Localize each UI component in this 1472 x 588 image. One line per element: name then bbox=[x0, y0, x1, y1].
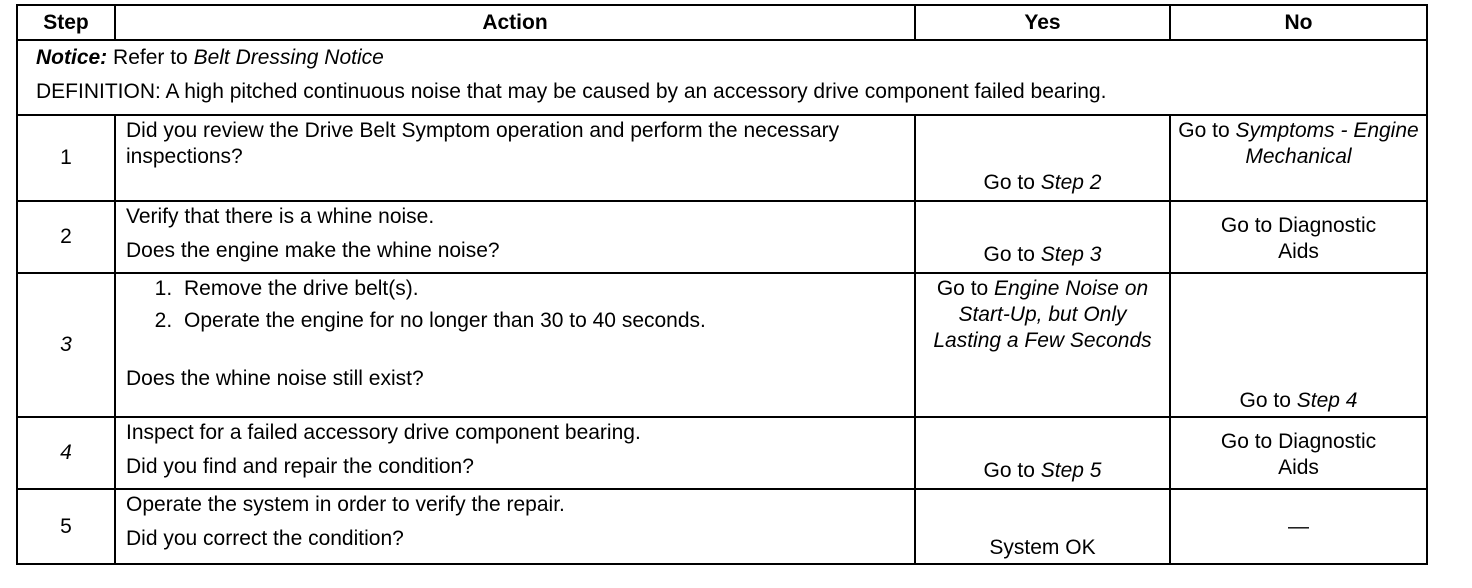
yes-prefix: Go to bbox=[936, 277, 995, 300]
yes-ref: Engine Noise on Start-Up, but Only Lasting a Few Seconds bbox=[933, 277, 1152, 352]
notice-cell bbox=[17, 40, 1427, 115]
header-action: Action bbox=[115, 5, 915, 40]
header-yes: Yes bbox=[915, 5, 1170, 40]
table-row bbox=[17, 489, 1427, 564]
notice-label: Notice: bbox=[36, 46, 108, 69]
table-row bbox=[17, 201, 1427, 273]
notice-row bbox=[17, 40, 1427, 115]
action-cell bbox=[115, 115, 915, 201]
step-number: 2 bbox=[17, 201, 115, 273]
yes-prefix: Go to bbox=[983, 459, 1041, 482]
step-number: 1 bbox=[17, 115, 115, 201]
action-text: Inspect for a failed accessory drive component bearing. bbox=[126, 421, 641, 444]
action-text: Verify that there is a whine noise. bbox=[126, 205, 435, 228]
yes-text bbox=[928, 276, 1157, 354]
no-ref: Step 4 bbox=[1296, 389, 1358, 412]
yes-prefix: Go to bbox=[983, 171, 1041, 194]
action-text: Did you review the Drive Belt Symptom operation and perform the necessary inspections? bbox=[126, 119, 840, 168]
notice-ref: Belt Dressing Notice bbox=[193, 46, 384, 69]
step-number: 4 bbox=[17, 417, 115, 489]
yes-text bbox=[916, 242, 1169, 272]
no-text: Go to Diagnostic Aids bbox=[1220, 430, 1377, 479]
yes-cell bbox=[915, 201, 1170, 273]
yes-prefix: Go to bbox=[983, 243, 1041, 266]
action-text: Operate the system in order to verify the repair. bbox=[126, 493, 565, 516]
definition-text: DEFINITION: A high pitched continuous noise that may be caused by an accessory drive component failed bearing. bbox=[36, 80, 1107, 103]
no-cell bbox=[1170, 417, 1427, 489]
yes-text bbox=[916, 170, 1169, 200]
header-no: No bbox=[1170, 5, 1427, 40]
action-question: Did you find and repair the condition? bbox=[126, 455, 474, 478]
no-cell bbox=[1170, 115, 1427, 201]
list-item: 2. Operate the engine for no longer than 30 to 40 seconds. bbox=[178, 308, 904, 334]
header-step: Step bbox=[17, 5, 115, 40]
no-prefix: Go to bbox=[1239, 389, 1297, 412]
no-cell bbox=[1170, 489, 1427, 564]
yes-cell bbox=[915, 273, 1170, 417]
list-item: 1. Remove the drive belt(s). bbox=[178, 276, 904, 302]
action-cell bbox=[115, 201, 915, 273]
yes-text bbox=[916, 458, 1169, 488]
no-text: Go to Diagnostic Aids bbox=[1220, 214, 1377, 263]
table-row bbox=[17, 115, 1427, 201]
no-prefix: Go to bbox=[1178, 119, 1236, 142]
no-cell bbox=[1170, 273, 1427, 417]
yes-ref: Step 5 bbox=[1040, 459, 1102, 482]
notice-line bbox=[36, 45, 1408, 71]
yes-ref: Step 3 bbox=[1040, 243, 1102, 266]
action-question: Does the whine noise still exist? bbox=[126, 367, 424, 390]
yes-ref: Step 2 bbox=[1040, 171, 1102, 194]
no-ref: Symptoms - Engine Mechanical bbox=[1235, 119, 1419, 168]
yes-cell bbox=[915, 417, 1170, 489]
diagnostic-table bbox=[16, 4, 1428, 565]
action-question: Did you correct the condition? bbox=[126, 527, 404, 550]
yes-cell bbox=[915, 489, 1170, 564]
step-number: 5 bbox=[17, 489, 115, 564]
action-question: Does the engine make the whine noise? bbox=[126, 239, 500, 262]
action-cell bbox=[115, 417, 915, 489]
notice-text: Refer to bbox=[107, 46, 194, 69]
action-cell bbox=[115, 489, 915, 564]
no-cell bbox=[1170, 201, 1427, 273]
no-text bbox=[1171, 118, 1426, 170]
header-row bbox=[17, 5, 1427, 40]
yes-text: System OK bbox=[989, 536, 1096, 559]
table-row bbox=[17, 273, 1427, 417]
action-cell bbox=[115, 273, 915, 417]
step-number: 3 bbox=[17, 273, 115, 417]
yes-cell bbox=[915, 115, 1170, 201]
action-list bbox=[126, 276, 904, 334]
table-row bbox=[17, 417, 1427, 489]
no-text: — bbox=[1288, 514, 1309, 538]
no-text bbox=[1171, 388, 1426, 416]
